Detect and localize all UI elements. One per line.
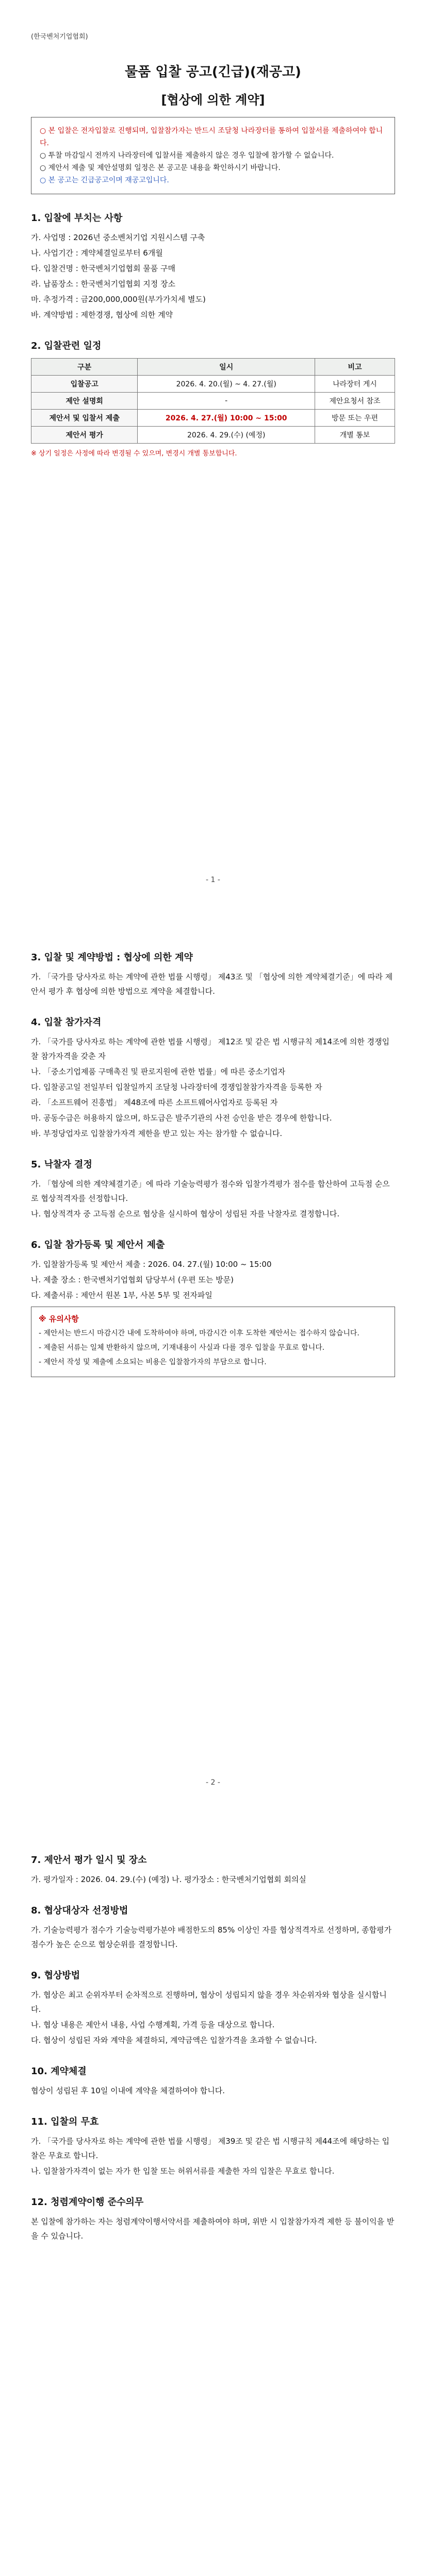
- section-heading: 2. 입찰관련 일정: [31, 341, 102, 351]
- section-text: 가. 평가일자 : 2026. 04. 29.(수) (예정) 나. 평가장소 : 한국벤처기업협회 회의실: [31, 1875, 306, 1884]
- table-cell: 2026. 4. 27.(월) 10:00 ~ 15:00: [138, 410, 315, 427]
- table-header-row: [31, 359, 395, 376]
- document-page-3: [0, 1805, 426, 2576]
- notice-box: [31, 117, 395, 194]
- document-title: 물품 입찰 공고(긴급)(재공고): [125, 64, 301, 80]
- table-row: [31, 410, 395, 427]
- list-item: 나. 입찰참가자격이 없는 자가 한 입찰 또는 허위서류를 제출한 자의 입찰은 무효로 합니다.: [31, 2166, 335, 2176]
- column-header: 비고: [315, 359, 395, 376]
- table-cell: 나라장터 게시: [315, 376, 395, 393]
- notice-number: (한국벤처기업협회): [31, 33, 88, 41]
- table-cell: 제안요청서 참조: [315, 393, 395, 410]
- list-item: 나. 협상적격자 중 고득점 순으로 협상을 실시하여 협상이 성립된 자를 낙찰자로 결정합니다.: [31, 1209, 340, 1218]
- notice-line: ○ 본 입찰은 전자입찰로 진행되며, 입찰참가자는 반드시 조달청 나라장터를 통하여 입찰서를 제출하여야 합니다.: [40, 127, 383, 147]
- document-page-1: [0, 0, 426, 903]
- table-cell: 제안 설명회: [31, 393, 138, 410]
- notice-line: ○ 제안서 제출 및 제안설명회 일정은 본 공고문 내용을 확인하시기 바랍니다.: [40, 164, 281, 172]
- section-text: 본 입찰에 참가하는 자는 청렴계약이행서약서를 제출하여야 하며, 위반 시 입찰참가자격 제한 등 불이익을 받을 수 있습니다.: [31, 2217, 395, 2241]
- section-heading: 8. 협상대상자 선정방법: [31, 1905, 128, 1916]
- section-heading: 6. 입찰 참가등록 및 제안서 제출: [31, 1240, 165, 1250]
- schedule-table: [31, 358, 395, 444]
- list-item: 라. 납품장소 : 한국벤처기업협회 지정 장소: [31, 279, 175, 289]
- page-number: - 2 -: [206, 1778, 220, 1787]
- document-page-2: [0, 903, 426, 1805]
- list-item: 나. 제출 장소 : 한국벤처기업협회 담당부서 (우편 또는 방문): [31, 1275, 234, 1284]
- table-row: [31, 393, 395, 410]
- list-item: 다. 협상이 성립된 자와 계약을 체결하되, 계약금액은 입찰가격을 초과할 수 없습니다.: [31, 2036, 317, 2045]
- list-item: 가. 입찰참가등록 및 제안서 제출 : 2026. 04. 27.(월) 10:00 ~ 15:00: [31, 1260, 272, 1269]
- list-item: 가. 사업명 : 2026년 중소벤처기업 지원시스템 구축: [31, 233, 205, 242]
- list-item: 나. 협상 내용은 제안서 내용, 사업 수행계획, 가격 등을 대상으로 합니다.: [31, 2020, 275, 2029]
- table-cell: 제안서 평가: [31, 427, 138, 444]
- list-item: 바. 부정당업자로 입찰참가자격 제한을 받고 있는 자는 참가할 수 없습니다.: [31, 1129, 283, 1138]
- list-item: 가. 「국가를 당사자로 하는 계약에 관한 법률 시행령」 제12조 및 같은 법 시행규칙 제14조에 의한 경쟁입찰 참가자격을 갖춘 자: [31, 1037, 390, 1061]
- notice-line: ○ 본 공고는 긴급공고이며 재공고입니다.: [40, 176, 169, 184]
- table-cell: 개별 통보: [315, 427, 395, 444]
- caution-title: ※ 유의사항: [39, 1314, 79, 1324]
- caution-box: [31, 1307, 395, 1377]
- table-cell: -: [138, 393, 315, 410]
- table-row: [31, 427, 395, 444]
- column-header: 일시: [138, 359, 315, 376]
- caution-line: - 제출된 서류는 일체 반환하지 않으며, 기재내용이 사실과 다를 경우 입찰을 무효로 합니다.: [39, 1344, 325, 1352]
- section-text: 가. 기술능력평가 점수가 기술능력평가분야 배점한도의 85% 이상인 자를 협상적격자로 선정하며, 종합평가점수가 높은 순으로 협상순위를 결정합니다.: [31, 1925, 392, 1949]
- column-header: 구분: [31, 359, 138, 376]
- table-cell: 입찰공고: [31, 376, 138, 393]
- list-item: 가. 「국가를 당사자로 하는 계약에 관한 법률 시행령」 제39조 및 같은 법 시행규칙 제44조에 해당하는 입찰은 무효로 합니다.: [31, 2137, 390, 2160]
- list-item: 마. 추정가격 : 금200,000,000원(부가가치세 별도): [31, 295, 206, 304]
- section-heading: 9. 협상방법: [31, 1970, 80, 1981]
- section-heading: 7. 제안서 평가 일시 및 장소: [31, 1855, 147, 1866]
- section-heading: 3. 입찰 및 계약방법 : 협상에 의한 계약: [31, 952, 193, 963]
- list-item: 가. 「협상에 의한 계약체결기준」에 따라 기술능력평가 점수와 입찰가격평가 점수를 합산하여 고득점 순으로 협상적격자를 선정합니다.: [31, 1179, 390, 1203]
- table-cell: 2026. 4. 29.(수) (예정): [138, 427, 315, 444]
- page-number: - 1 -: [206, 876, 220, 884]
- list-item: 가. 협상은 최고 순위자부터 순차적으로 진행하며, 협상이 성립되지 않을 경우 차순위자와 협상을 실시합니다.: [31, 1990, 387, 2014]
- section-heading: 10. 계약체결: [31, 2066, 87, 2077]
- list-item: 라. 「소프트웨어 진흥법」 제48조에 따른 소프트웨어사업자로 등록된 자: [31, 1098, 278, 1107]
- list-item: 바. 계약방법 : 제한경쟁, 협상에 의한 계약: [31, 310, 173, 319]
- section-heading: 11. 입찰의 무효: [31, 2116, 99, 2127]
- list-item: 다. 입찰건명 : 한국벤처기업협회 물품 구매: [31, 264, 175, 273]
- section-heading: 5. 낙찰자 결정: [31, 1159, 92, 1170]
- document-subtitle: [협상에 의한 계약]: [161, 93, 265, 107]
- list-item: 나. 「중소기업제품 구매촉진 및 판로지원에 관한 법률」에 따른 중소기업자: [31, 1067, 286, 1076]
- table-cell: 제안서 및 입찰서 제출: [31, 410, 138, 427]
- list-item: 다. 제출서류 : 제안서 원본 1부, 사본 5부 및 전자파일: [31, 1291, 212, 1300]
- caution-line: - 제안서는 반드시 마감시간 내에 도착하여야 하며, 마감시간 이후 도착한 제안서는 접수하지 않습니다.: [39, 1329, 359, 1337]
- section-heading: 4. 입찰 참가자격: [31, 1017, 102, 1028]
- section-heading: 12. 청렴계약이행 준수의무: [31, 2197, 144, 2208]
- section-heading: 1. 입찰에 부치는 사항: [31, 213, 123, 224]
- list-item: 다. 입찰공고일 전일부터 입찰일까지 조달청 나라장터에 경쟁입찰참가자격을 등록한 자: [31, 1082, 322, 1092]
- section-text: 협상이 성립된 후 10일 이내에 계약을 체결하여야 합니다.: [31, 2086, 225, 2095]
- notice-line: ○ 투찰 마감일시 전까지 나라장터에 입찰서를 제출하지 않은 경우 입찰에 참가할 수 없습니다.: [40, 151, 334, 160]
- table-row: [31, 376, 395, 393]
- list-item: 나. 사업기간 : 계약체결일로부터 6개월: [31, 248, 163, 258]
- caution-line: - 제안서 작성 및 제출에 소요되는 비용은 입찰참가자의 부담으로 합니다.: [39, 1358, 267, 1366]
- schedule-footnote: ※ 상기 일정은 사정에 따라 변경될 수 있으며, 변경시 개별 통보합니다.: [31, 450, 237, 457]
- list-item: 마. 공동수급은 허용하지 않으며, 하도급은 발주기관의 사전 승인을 받은 경우에 한합니다.: [31, 1113, 332, 1123]
- section-text: 가. 「국가를 당사자로 하는 계약에 관한 법률 시행령」 제43조 및 「협상에 의한 계약체결기준」에 따라 제안서 평가 후 협상에 의한 방법으로 계약을 체결합니다.: [31, 972, 393, 996]
- table-cell: 2026. 4. 20.(월) ~ 4. 27.(월): [138, 376, 315, 393]
- table-cell: 방문 또는 우편: [315, 410, 395, 427]
